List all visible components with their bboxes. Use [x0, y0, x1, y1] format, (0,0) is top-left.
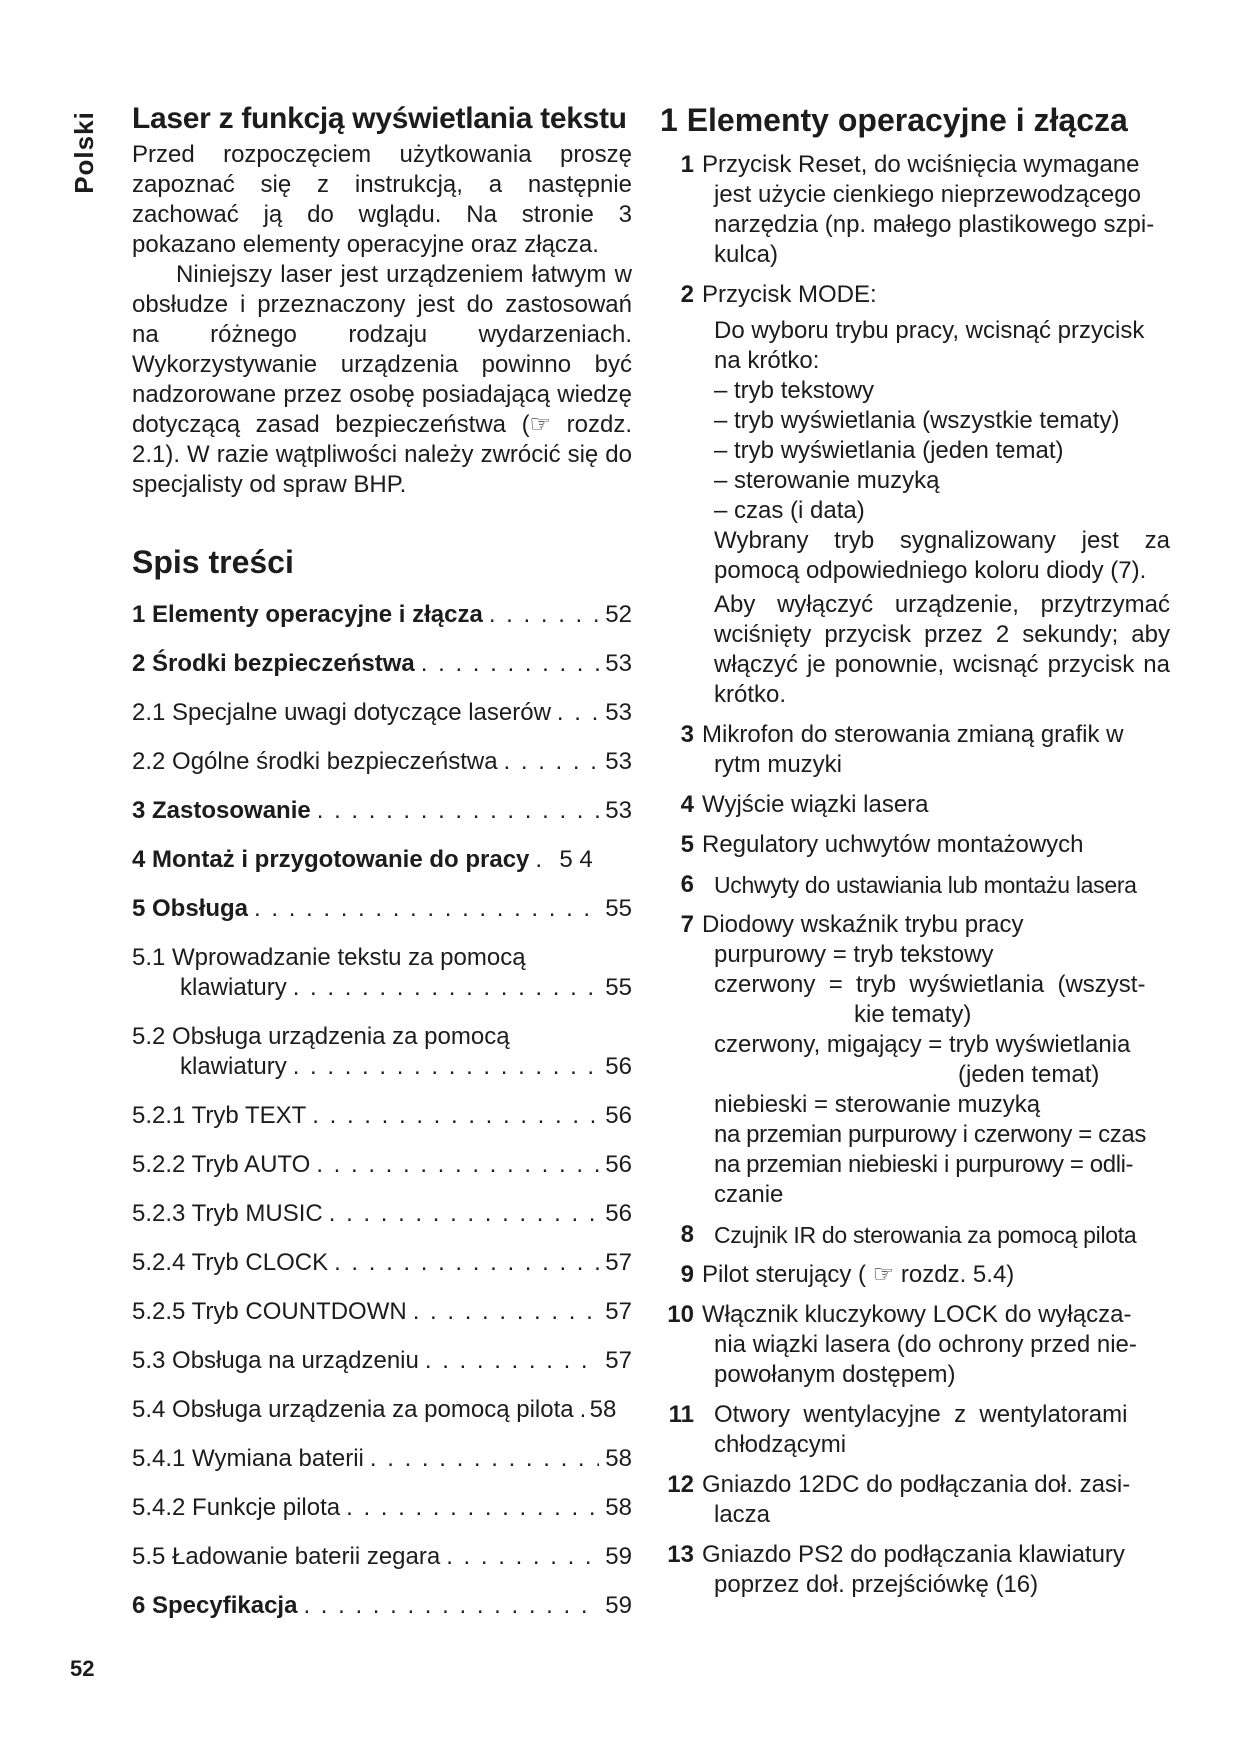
- mode-list-item: – tryb wyświetlania (jeden temat): [714, 437, 1064, 464]
- toc-entry-page: 53: [605, 797, 632, 824]
- toc-entry[interactable]: [132, 649, 632, 679]
- list-item: [660, 1540, 1170, 1600]
- toc-entry-page: 59: [605, 1543, 632, 1570]
- toc-entry[interactable]: [132, 1395, 632, 1425]
- toc-entry-continuation: klawiatury: [180, 1053, 287, 1080]
- item-number: 6: [680, 871, 694, 898]
- toc-entry-text: 2.1 Specjalne uwagi dotyczące laserów: [132, 699, 551, 726]
- item-line: nia wiązki lasera (do ochrony przed nie-: [714, 1331, 1137, 1358]
- item-line: Uchwyty do ustawiania lub montażu lasera: [714, 872, 1137, 898]
- mode-list-item: – sterowanie muzyką: [714, 467, 940, 494]
- table-of-contents: [132, 600, 632, 1621]
- toc-entry-page: 57: [605, 1298, 632, 1325]
- item-line: Otwory wentylacyjne z wentylatorami: [714, 1401, 1128, 1428]
- color-mode-line: purpurowy = tryb tekstowy: [714, 941, 994, 968]
- toc-entry-page: 56: [605, 1053, 632, 1080]
- item-number: 1: [680, 151, 694, 178]
- toc-entry-page: 56: [605, 1102, 632, 1129]
- toc-entry-text: 5.2 Obsługa urządzenia za pomocą: [132, 1023, 510, 1050]
- list-item: [660, 1300, 1170, 1390]
- toc-entry[interactable]: [132, 698, 632, 728]
- item-line: Wyjście wiązki lasera: [702, 791, 929, 818]
- toc-entry-continuation: klawiatury: [180, 974, 287, 1001]
- toc-entry-text: 5.4.2 Funkcje pilota: [132, 1494, 341, 1521]
- toc-entry-text: 5.2.1 Tryb TEXT: [132, 1102, 307, 1129]
- list-item: [660, 910, 1170, 1210]
- toc-entry[interactable]: [132, 747, 632, 777]
- toc-entry-text: 1 Elementy operacyjne i złącza: [132, 601, 483, 628]
- list-item: [660, 150, 1170, 270]
- toc-entry[interactable]: [132, 1199, 632, 1229]
- toc-entry-page: 5 4: [559, 846, 593, 873]
- toc-entry-page: 56: [605, 1200, 632, 1227]
- list-item: [660, 790, 1170, 820]
- toc-entry[interactable]: [132, 1493, 632, 1523]
- item-paragraph: Aby wyłączyć urządzenie, przytrzymać wciśnięty przycisk przez 2 sekundy; aby włączyć je ponownie, wcisnąć przycisk na krótko.: [714, 591, 1170, 708]
- toc-entry-text: 2.2 Ogólne środki bezpieczeństwa: [132, 748, 498, 775]
- toc-entry-text: 5.2.2 Tryb AUTO: [132, 1151, 311, 1178]
- item-number: 7: [680, 911, 694, 938]
- color-mode-line: czanie: [714, 1181, 784, 1208]
- toc-entry[interactable]: [132, 1444, 632, 1474]
- toc-entry[interactable]: [132, 1591, 632, 1621]
- list-item: [660, 1220, 1170, 1250]
- item-line: narzędzia (np. małego plastikowego szpi-: [714, 211, 1155, 238]
- item-line: Diodowy wskaźnik trybu pracy: [702, 911, 1024, 938]
- item-paragraph: Wybrany tryb sygnalizowany jest za pomocą odpowiedniego koloru diody (7).: [714, 527, 1170, 584]
- toc-entry-text: 5.3 Obsługa na urządzeniu: [132, 1347, 419, 1374]
- mode-list-item: – tryb wyświetlania (wszystkie tematy): [714, 407, 1120, 434]
- toc-entry-page: 57: [605, 1249, 632, 1276]
- item-number: 11: [668, 1401, 694, 1428]
- item-line: Do wyboru trybu pracy, wcisnąć przycisk: [714, 317, 1145, 344]
- toc-entry-text: 5.5 Ładowanie baterii zegara: [132, 1543, 441, 1570]
- item-number: 13: [667, 1541, 694, 1568]
- list-item: [660, 720, 1170, 780]
- color-mode-line: czerwony, migający = tryb wyświetlania: [714, 1031, 1131, 1058]
- toc-entry-page: 52: [605, 601, 632, 628]
- language-side-tab: [64, 102, 104, 202]
- item-line: Włącznik kluczykowy LOCK do wyłącza-: [702, 1301, 1132, 1328]
- item-line: rytm muzyki: [714, 751, 842, 778]
- toc-entry[interactable]: [132, 1101, 632, 1131]
- page-number: 52: [70, 1656, 95, 1681]
- toc-entry-page: 59: [605, 1592, 632, 1619]
- list-item: [660, 1260, 1170, 1290]
- left-column: [132, 100, 632, 1640]
- toc-entry[interactable]: [132, 1150, 632, 1180]
- mode-list-item: – tryb tekstowy: [714, 377, 875, 404]
- toc-entry[interactable]: [132, 845, 632, 875]
- color-mode-line: (jeden temat): [958, 1061, 1100, 1088]
- toc-entry-text: 5 Obsługa: [132, 895, 249, 922]
- item-line: Regulatory uchwytów montażowych: [702, 831, 1084, 858]
- toc-entry-page: 55: [605, 974, 632, 1001]
- toc-entry-page: 58: [605, 1445, 632, 1472]
- toc-entry-text: 5.2.3 Tryb MUSIC: [132, 1200, 323, 1227]
- item-line: Pilot sterujący ( ☞ rozdz. 5.4): [702, 1261, 1015, 1288]
- toc-entry-page: 56: [605, 1151, 632, 1178]
- color-mode-line: kie tematy): [854, 1001, 972, 1028]
- item-number: 10: [667, 1301, 694, 1328]
- color-mode-line: na przemian niebieski i purpurowy = odli-: [714, 1151, 1134, 1178]
- toc-entry-text: 4 Montaż i przygotowanie do pracy: [132, 846, 530, 873]
- toc-entry-text: 5.2.4 Tryb CLOCK: [132, 1249, 329, 1276]
- toc-entry[interactable]: [132, 1346, 632, 1376]
- item-number: 4: [680, 791, 694, 818]
- item-number: 3: [680, 721, 694, 748]
- toc-entry-text: 5.2.5 Tryb COUNTDOWN: [132, 1298, 407, 1325]
- toc-entry-page: 57: [605, 1347, 632, 1374]
- toc-entry-text: 5.1 Wprowadzanie tekstu za pomocą: [132, 944, 526, 971]
- list-item: [660, 870, 1170, 900]
- item-number: 12: [667, 1471, 694, 1498]
- toc-entry-text: 5.4 Obsługa urządzenia za pomocą pilota: [132, 1396, 574, 1423]
- item-line: lacza: [714, 1501, 771, 1528]
- item-number: 2: [680, 281, 694, 308]
- toc-entry-page: 53: [605, 748, 632, 775]
- toc-entry[interactable]: [132, 1022, 632, 1082]
- toc-entry-page: 58: [605, 1494, 632, 1521]
- intro-paragraph-1: Przed rozpoczęciem użytkowania proszę zapoznać się z instrukcją, a następnie zachować ją do wglądu. Na stronie 3 pokazano elementy operacyjne oraz złącza.: [132, 141, 632, 258]
- item-line: poprzez doł. przejściówkę (16): [714, 1571, 1039, 1598]
- right-column: [660, 100, 1170, 1610]
- toc-entry-text: 5.4.1 Wymiana baterii: [132, 1445, 364, 1472]
- toc-entry-text: 3 Zastosowanie: [132, 797, 311, 824]
- toc-entry[interactable]: [132, 1297, 632, 1327]
- color-mode-line: na przemian purpurowy i czerwony = czas: [714, 1121, 1146, 1148]
- toc-entry[interactable]: [132, 1248, 632, 1278]
- list-item: [660, 280, 1170, 710]
- item-line: chłodzącymi: [714, 1431, 847, 1458]
- color-mode-line: niebieski = sterowanie muzyką: [714, 1091, 1041, 1118]
- item-line: Mikrofon do sterowania zmianą grafik w: [702, 721, 1124, 748]
- item-line: Gniazdo 12DC do podłączania doł. zasi-: [702, 1471, 1131, 1498]
- item-line: Gniazdo PS2 do podłączania klawiatury: [702, 1541, 1125, 1568]
- item-line: kulca): [714, 241, 779, 268]
- item-number: 5: [680, 831, 694, 858]
- toc-entry[interactable]: [132, 894, 632, 924]
- toc-entry[interactable]: [132, 1542, 632, 1572]
- toc-entry[interactable]: [132, 943, 632, 1003]
- toc-entry-page: 53: [605, 699, 632, 726]
- toc-entry[interactable]: [132, 796, 632, 826]
- language-label: Polski: [68, 110, 99, 194]
- toc-entry-page: 55: [605, 895, 632, 922]
- color-mode-line: czerwony = tryb wyświetlania (wszyst-: [714, 971, 1146, 998]
- toc-entry[interactable]: [132, 600, 632, 630]
- list-item: [660, 1400, 1170, 1460]
- list-item: [660, 1470, 1170, 1530]
- item-line: Przycisk Reset, do wciśnięcia wymagane: [702, 151, 1140, 178]
- item-line: Przycisk MODE:: [702, 281, 877, 308]
- intro-paragraph-2: Niniejszy laser jest urządzeniem łatwym w obsłudze i przeznaczony jest do zastosowań na różnego rodzaju wydarzeniach. Wykorzystywanie urządzenia powinno być nadzorowane przez osobę posiadającą wiedzę dotyczącą zasad bezpieczeństwa (☞ rozdz. 2.1). W razie wątpliwości należy zwrócić się do specjalisty od spraw BHP.: [132, 261, 632, 498]
- toc-title: Spis treści: [132, 544, 294, 580]
- item-number: 8: [680, 1221, 694, 1248]
- item-line: na krótko:: [714, 347, 820, 374]
- toc-entry-text: 6 Specyfikacja: [132, 1592, 298, 1619]
- item-line: jest użycie cienkiego nieprzewodzącego: [714, 181, 1141, 208]
- item-line: powołanym dostępem): [714, 1361, 956, 1388]
- toc-entry-text: 2 Środki bezpieczeństwa: [132, 650, 415, 677]
- mode-list-item: – czas (i data): [714, 497, 865, 524]
- item-number: 9: [680, 1261, 694, 1288]
- section-title: 1 Elementy operacyjne i złącza: [660, 102, 1128, 138]
- toc-entry-page: 53: [605, 650, 632, 677]
- item-line: Czujnik IR do sterowania za pomocą pilota: [714, 1222, 1137, 1248]
- toc-entry-page: 58: [589, 1396, 617, 1423]
- page-title: Laser z funkcją wyświetlania tekstu: [132, 102, 627, 135]
- list-item: [660, 830, 1170, 860]
